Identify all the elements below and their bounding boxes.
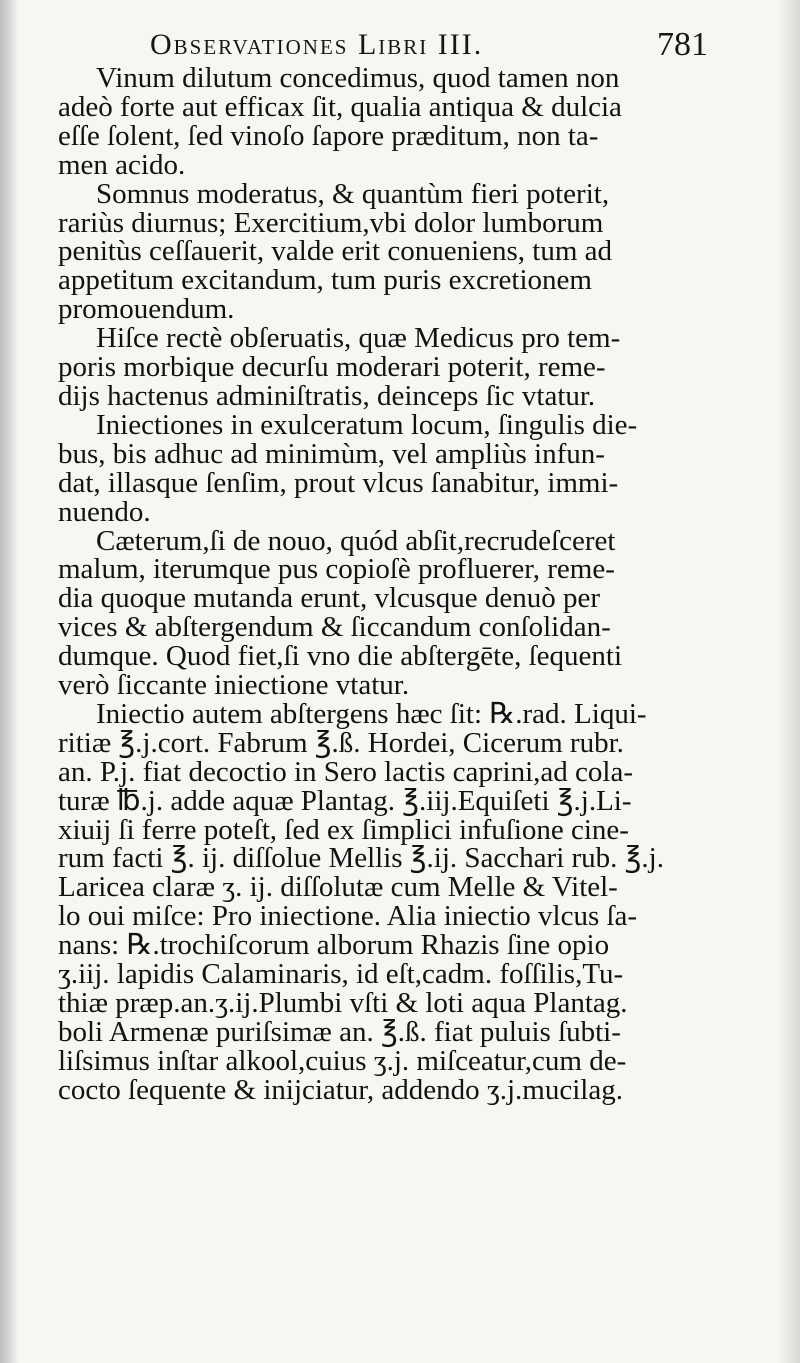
text-line: rum facti ℥. ij. diſſolue Mellis ℥.ij. Sacchari rub. ℥.j. [58, 842, 664, 875]
text-line: dijs hactenus adminiſtratis, deinceps ſic vtatur. [58, 379, 596, 412]
text-line: rariùs diurnus; Exercitium,vbi dolor lumborum [58, 206, 604, 239]
text-line: thiæ præp.an.ʒ.ij.Plumbi vſti & loti aqua Plantag. [58, 987, 628, 1019]
text-line: xiuij ſi ferre poteſt, ſed ex ſimplici infuſione cine- [58, 813, 629, 846]
text-line: poris morbique decurſu moderari poterit, reme- [58, 351, 606, 384]
text-line: Iniectiones in exulceratum locum, ſingulis die- [96, 408, 638, 441]
text-line: Cæterum,ſi de nouo, quód abſit,recrudeſceret [96, 524, 616, 557]
text-line: dia quoque mutanda erunt, vlcusque denuò per [58, 582, 600, 615]
text-line: malum, iterumque pus copioſè profluerer, reme- [58, 553, 615, 586]
text-line: ʒ.iij. lapidis Calaminaris, id eſt,cadm. foſſilis,Tu- [58, 958, 624, 991]
text-line: verò ſiccante iniectione vtatur. [58, 669, 410, 702]
text-line: Vinum dilutum concedimus, quod tamen non [96, 62, 620, 94]
running-title: Observationes Libri III. [150, 28, 484, 61]
text-line: ritiæ ℥.j.cort. Fabrum ℥.ß. Hordei, Cicerum rubr. [58, 726, 624, 759]
text-line: lo oui miſce: Pro iniectione. Alia iniectio vlcus ſa- [58, 900, 638, 933]
text-line: Laricea claræ ʒ. ij. diſſolutæ cum Melle & Vitel- [58, 871, 618, 904]
page-edge [778, 0, 800, 1363]
text-line: turæ ℔.j. adde aquæ Plantag. ℥.iij.Equiſeti ℥.j.Li- [58, 784, 632, 817]
text-line: bus, bis adhuc ad minimùm, vel ampliùs infun- [58, 437, 605, 470]
text-line: liſsimus inſtar alkool,cuius ʒ.j. miſceatur,cum de- [58, 1044, 627, 1077]
text-line: promouendum. [58, 293, 235, 326]
text-line: appetitum excitandum, tum puris excretionem [58, 264, 592, 297]
text-line: cocto ſequente & inijciatur, addendo ʒ.j.mucilag. [58, 1073, 623, 1106]
text-line: penitùs ceſſauerit, valde erit conueniens, tum ad [58, 235, 613, 268]
text-line: adeò forte aut efficax ſit, qualia antiqua & dulcia [58, 90, 622, 123]
body-text [58, 64, 718, 1105]
text-line: an. P.j. fiat decoctio in Sero lactis caprini,ad cola- [58, 755, 633, 788]
page-gutter-shadow [0, 0, 18, 1363]
text-line: vices & abſtergendum & ſiccandum conſolidan- [58, 611, 611, 644]
text-line: dat, illasque ſenſim, prout vlcus ſanabitur, immi- [58, 466, 619, 499]
text-line: nans: ℞.trochiſcorum alborum Rhazis ſine opio [58, 929, 610, 962]
text-line: boli Armenæ puriſsimæ an. ℥.ß. fiat puluis ſubti- [58, 1015, 621, 1048]
text-line: Iniectio autem abſtergens hæc ſit: ℞.rad. Liqui- [96, 697, 647, 730]
text-line: Hiſce rectè obſeruatis, quæ Medicus pro tem- [96, 322, 621, 355]
text-line: eſſe ſolent, ſed vinoſo ſapore præditum, non ta- [58, 119, 599, 152]
text-line: Somnus moderatus, & quantùm fieri poterit, [96, 177, 610, 210]
text-line: nuendo. [58, 495, 151, 528]
text-line: men acido. [58, 148, 186, 181]
page-number: 781 [657, 26, 708, 63]
text-line: dumque. Quod fiet,ſi vno die abſtergēte, ſequenti [58, 640, 623, 673]
